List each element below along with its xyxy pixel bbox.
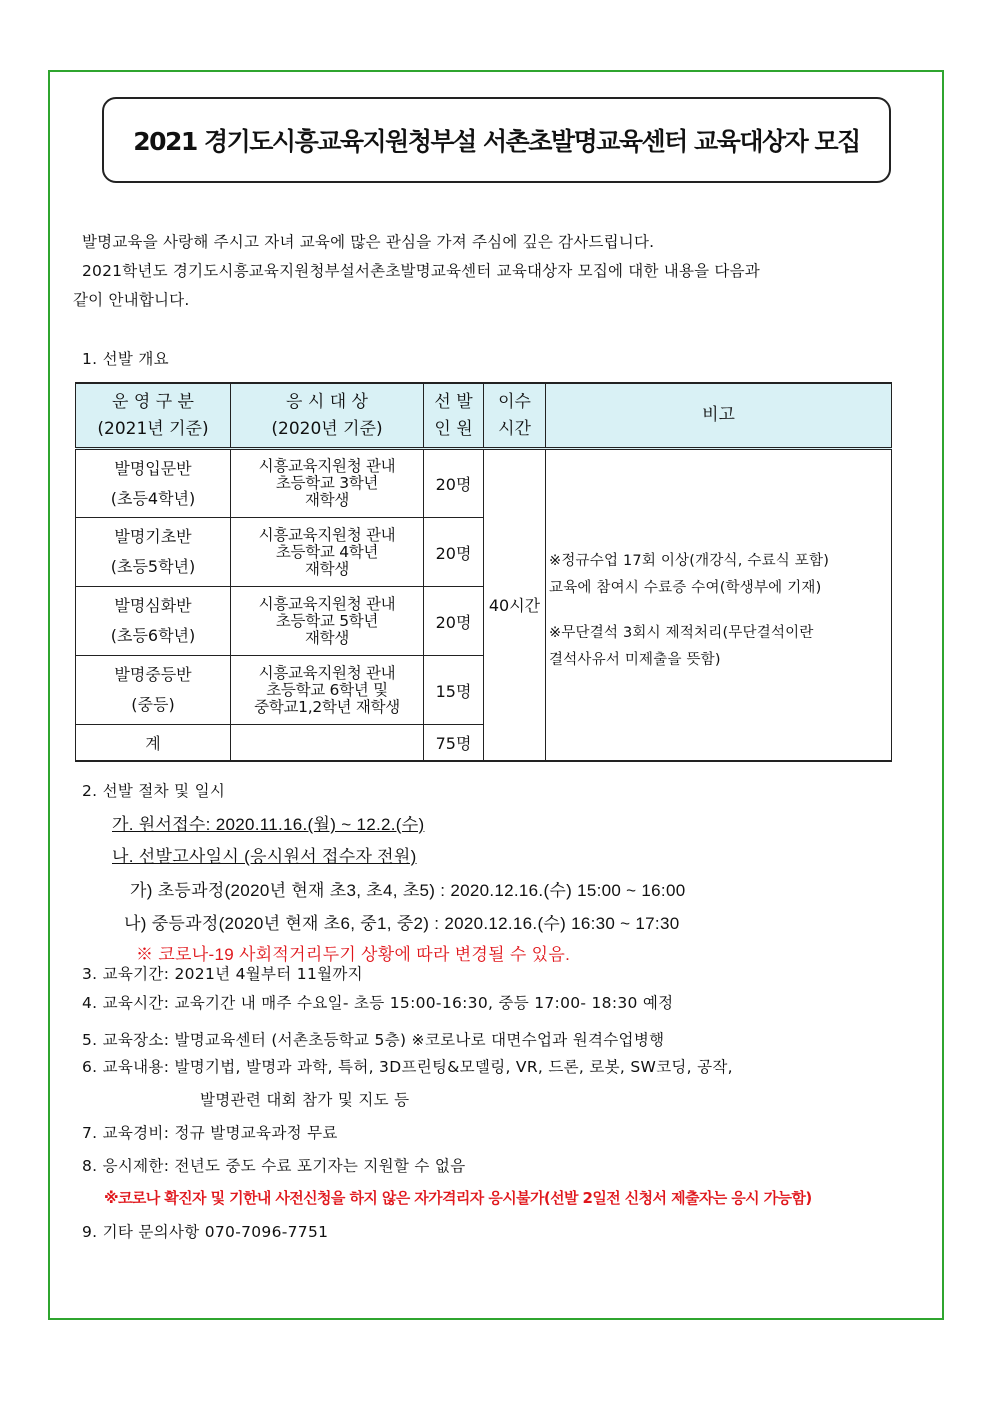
header-group: 운 영 구 분 (2021년 기준) xyxy=(76,383,231,449)
covid-schedule-note: ※ 코로나-19 사회적거리두기 상황에 따라 변경될 수 있음. xyxy=(136,945,571,964)
section-7: 7. 교육경비: 정규 발명교육과정 무료 xyxy=(82,1124,338,1142)
header-quota: 선 발 인 원 xyxy=(424,383,484,449)
section-2a: 가. 원서접수: 2020.11.16.(월) ~ 12.2.(수) xyxy=(112,815,425,834)
section-1-heading: 1. 선발 개요 xyxy=(82,350,169,368)
title-box xyxy=(102,97,891,183)
header-hours: 이수 시간 xyxy=(484,383,546,449)
target-cell: 시흥교육지원청 관내 초등학교 6학년 및 중학교1,2학년 재학생 xyxy=(231,656,424,725)
section-4: 4. 교육시간: 교육기간 내 매주 수요일- 초등 15:00-16:30, 중등 17:00- 18:30 예정 xyxy=(82,994,674,1012)
section-2-heading: 2. 선발 절차 및 일시 xyxy=(82,782,226,800)
table-row xyxy=(76,449,892,518)
group-cell: 발명기초반 (초등5학년) xyxy=(76,518,231,587)
selection-table xyxy=(75,382,892,762)
total-quota: 75명 xyxy=(424,725,484,761)
table-header-row xyxy=(76,383,892,449)
section-3: 3. 교육기간: 2021년 4월부터 11월까지 xyxy=(82,965,363,983)
section-6-line-2: 발명관련 대회 참가 및 지도 등 xyxy=(200,1091,410,1109)
page-title: 2021 경기도시흥교육지원청부설 서촌초발명교육센터 교육대상자 모집 xyxy=(133,127,860,156)
intro-line-1: 발명교육을 사랑해 주시고 자녀 교육에 많은 관심을 가져 주심에 깊은 감사드립니다. xyxy=(82,233,655,251)
section-8: 8. 응시제한: 전년도 중도 수료 포기자는 지원할 수 없음 xyxy=(82,1157,466,1175)
header-target: 응 시 대 상 (2020년 기준) xyxy=(231,383,424,449)
total-empty xyxy=(231,725,424,761)
header-remarks: 비고 xyxy=(546,383,892,449)
hours-cell: 40시간 xyxy=(484,449,546,761)
group-cell: 발명입문반 (초등4학년) xyxy=(76,449,231,518)
target-cell: 시흥교육지원청 관내 초등학교 5학년 재학생 xyxy=(231,587,424,656)
section-2b2: 나) 중등과정(2020년 현재 초6, 중1, 중2) : 2020.12.16.(수) 16:30 ~ 17:30 xyxy=(124,914,680,933)
remarks-cell: ※정규수업 17회 이상(개강식, 수료식 포함) 교육에 참여시 수료증 수여(학생부에 기재) ※무단결석 3회시 제적처리(무단결석이란 결석사유서 미제출을 뜻함) xyxy=(546,449,892,761)
quota-cell: 20명 xyxy=(424,587,484,656)
total-label: 계 xyxy=(76,725,231,761)
covid-warning: ※코로나 확진자 및 기한내 사전신청을 하지 않은 자가격리자 응시불가(선발 2일전 신청서 제출자는 응시 가능함) xyxy=(104,1189,812,1207)
section-5: 5. 교육장소: 발명교육센터 (서촌초등학교 5층) ※코로나로 대면수업과 원격수업병행 xyxy=(82,1031,665,1049)
section-2b1: 가) 초등과정(2020년 현재 초3, 초4, 초5) : 2020.12.16.(수) 15:00 ~ 16:00 xyxy=(130,881,686,900)
section-2b: 나. 선발고사일시 (응시원서 접수자 전원) xyxy=(112,847,417,866)
section-9: 9. 기타 문의사항 070-7096-7751 xyxy=(82,1223,329,1241)
section-6-line-1: 6. 교육내용: 발명기법, 발명과 과학, 특허, 3D프린팅&모델링, VR, 드론, 로봇, SW코딩, 공작, xyxy=(82,1058,733,1076)
group-cell: 발명심화반 (초등6학년) xyxy=(76,587,231,656)
target-cell: 시흥교육지원청 관내 초등학교 3학년 재학생 xyxy=(231,449,424,518)
group-cell: 발명중등반 (중등) xyxy=(76,656,231,725)
quota-cell: 15명 xyxy=(424,656,484,725)
intro-line-2: 2021학년도 경기도시흥교육지원청부설서촌초발명교육센터 교육대상자 모집에 대한 내용을 다음과 xyxy=(82,262,760,280)
intro-line-3: 같이 안내합니다. xyxy=(73,291,190,309)
quota-cell: 20명 xyxy=(424,449,484,518)
quota-cell: 20명 xyxy=(424,518,484,587)
target-cell: 시흥교육지원청 관내 초등학교 4학년 재학생 xyxy=(231,518,424,587)
